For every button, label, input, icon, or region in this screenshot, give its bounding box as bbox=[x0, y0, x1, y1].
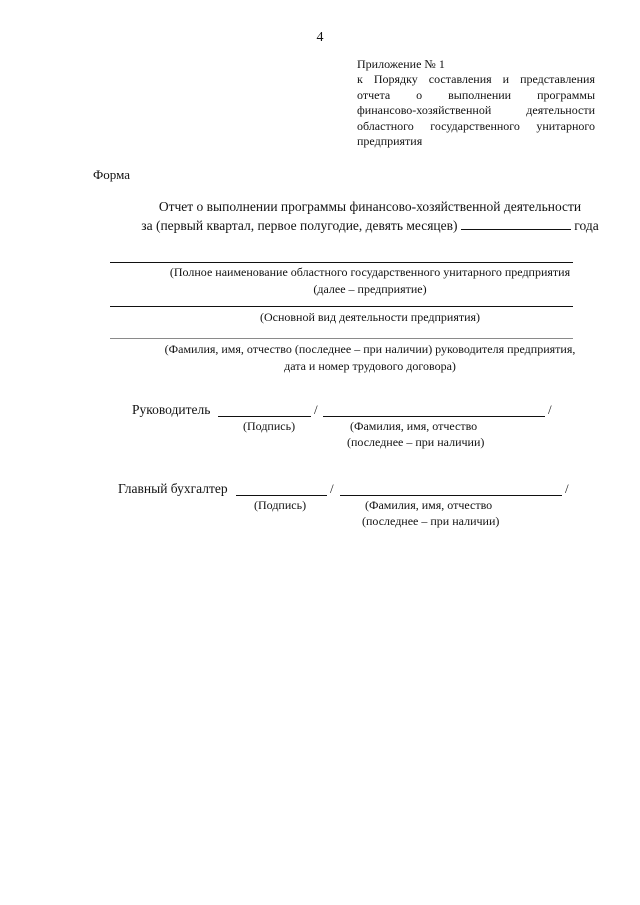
accountant-signature-field[interactable] bbox=[236, 495, 327, 496]
accountant-name-caption-line2: (последнее – при наличии) bbox=[362, 514, 500, 528]
accountant-separator-end: / bbox=[565, 481, 569, 496]
appendix-note bbox=[357, 57, 595, 149]
director-name-caption-line2: (последнее – при наличии) bbox=[347, 435, 485, 449]
appendix-line: к Порядку составления и представления bbox=[357, 72, 595, 87]
report-year-word: года bbox=[574, 218, 599, 233]
director-name-field[interactable] bbox=[323, 416, 545, 417]
head-caption-line1: (Фамилия, имя, отчество (последнее – при наличии) руководителя предприятия, bbox=[164, 342, 576, 356]
head-caption-line2: дата и номер трудового договора) bbox=[284, 359, 456, 373]
enterprise-name-field[interactable] bbox=[110, 262, 573, 263]
report-period-text: за (первый квартал, первое полугодие, девять месяцев) bbox=[141, 218, 458, 233]
accountant-name-field[interactable] bbox=[340, 495, 562, 496]
accountant-name-caption-line1: (Фамилия, имя, отчество bbox=[365, 498, 493, 512]
appendix-title: Приложение № 1 bbox=[357, 57, 445, 71]
enterprise-caption-line2: (далее – предприятие) bbox=[313, 282, 427, 296]
report-title-line2 bbox=[80, 216, 640, 235]
accountant-signature-caption: (Подпись) bbox=[254, 498, 307, 512]
activity-field[interactable] bbox=[110, 306, 573, 307]
director-separator-end: / bbox=[548, 402, 552, 417]
activity-caption: (Основной вид деятельности предприятия) bbox=[259, 310, 481, 324]
director-label: Руководитель bbox=[132, 402, 211, 417]
head-name-field[interactable] bbox=[110, 338, 573, 339]
enterprise-caption-line1: (Полное наименование областного государственного унитарного предприятия bbox=[169, 265, 571, 279]
director-name-caption-line1: (Фамилия, имя, отчество bbox=[350, 419, 478, 433]
director-signature-field[interactable] bbox=[218, 416, 311, 417]
appendix-line: областного государственного унитарного bbox=[357, 118, 595, 133]
accountant-separator: / bbox=[330, 481, 334, 496]
form-label: Форма bbox=[93, 167, 130, 182]
year-blank-field[interactable] bbox=[461, 229, 571, 230]
appendix-line: финансово-хозяйственной деятельности bbox=[357, 103, 595, 118]
page-number: 4 bbox=[316, 30, 324, 45]
director-separator: / bbox=[314, 402, 318, 417]
appendix-line: отчета о выполнении программы bbox=[357, 87, 595, 102]
director-signature-caption: (Подпись) bbox=[243, 419, 296, 433]
appendix-line: предприятия bbox=[357, 134, 423, 149]
accountant-label: Главный бухгалтер bbox=[118, 481, 228, 496]
report-title-line1: Отчет о выполнении программы финансово-хозяйственной деятельности bbox=[158, 199, 582, 214]
